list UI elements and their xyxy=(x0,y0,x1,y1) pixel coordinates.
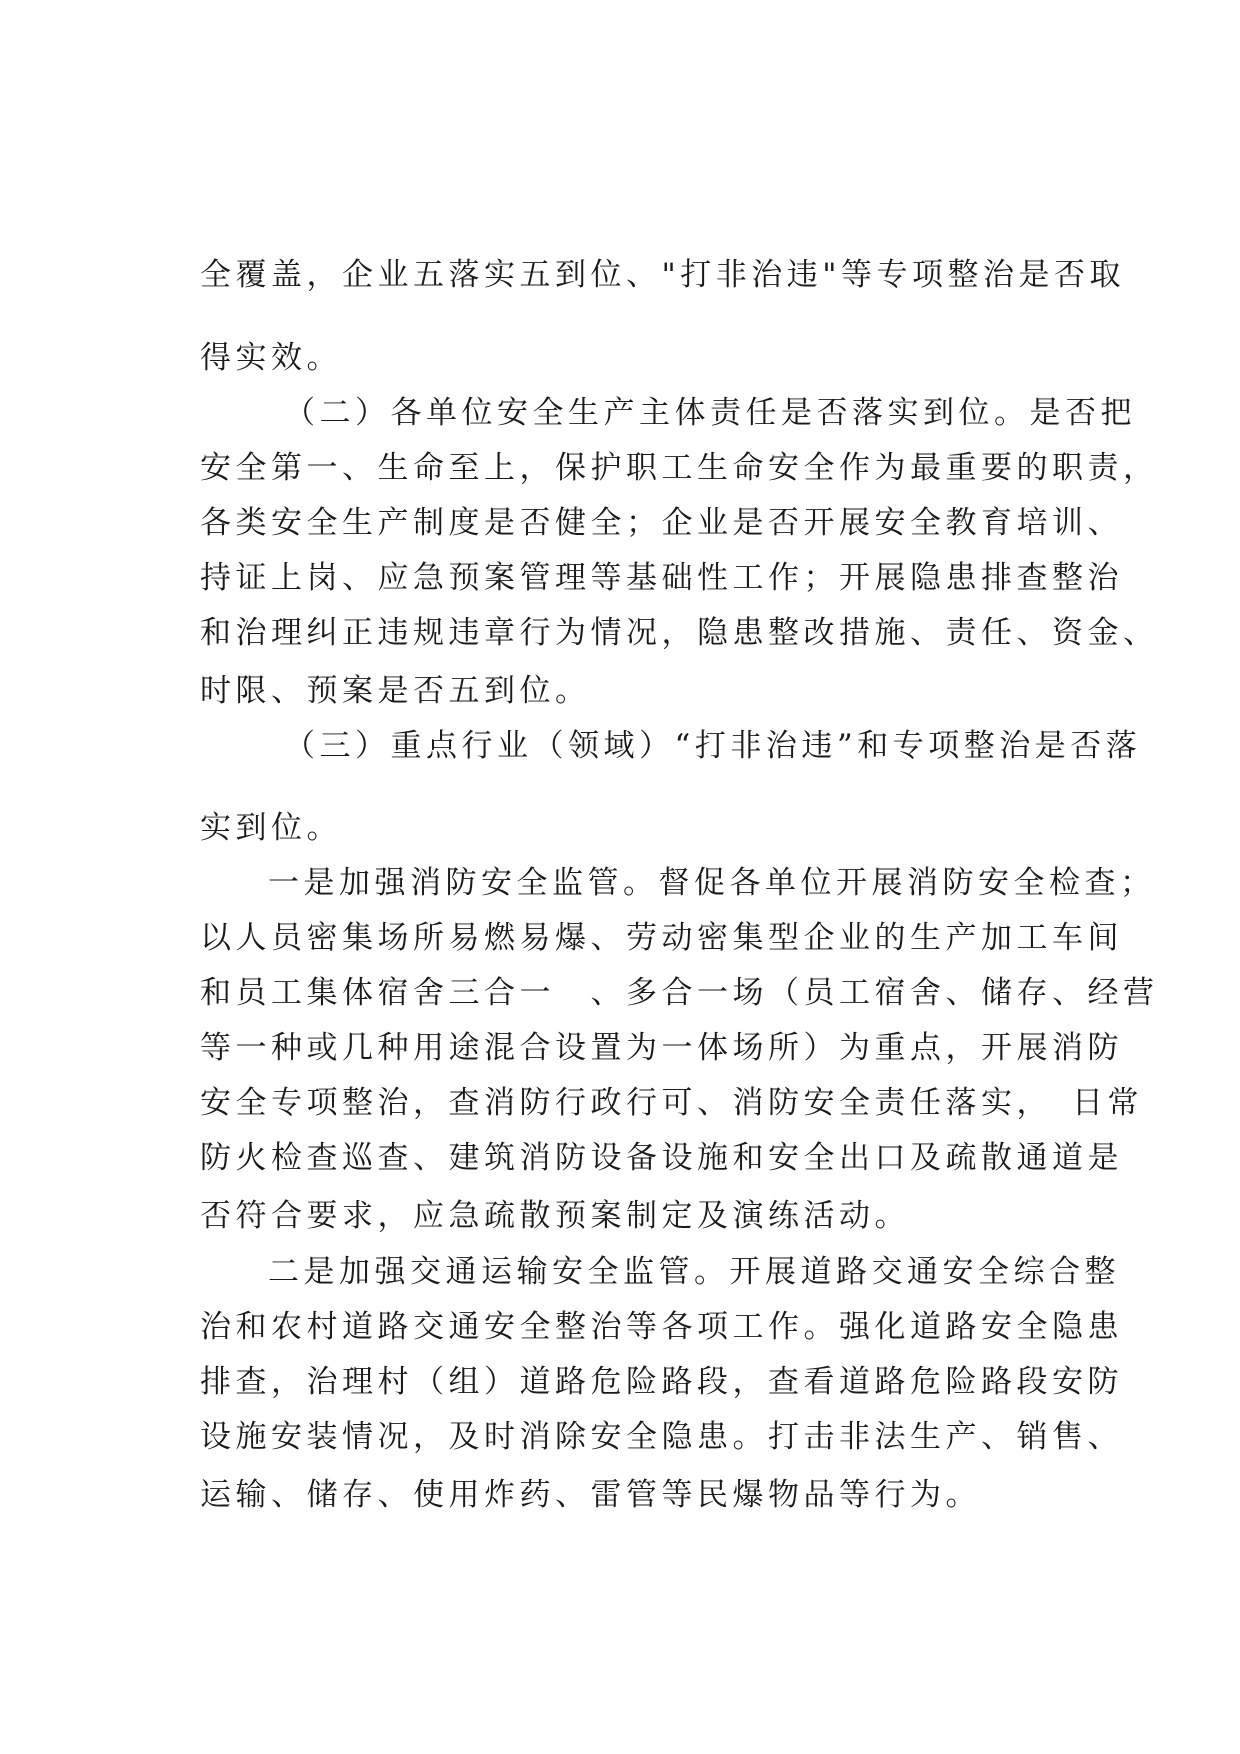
text-line: 运输、储存、使用炸药、雷管等民爆物品等行为。 xyxy=(200,1477,981,1513)
paragraph-start: 一是加强消防安全监管。督促各单位开展消防安全检查； xyxy=(268,865,1156,901)
text-line: 排查，治理村（组）道路危险路段，查看道路危险路段安防 xyxy=(200,1364,1123,1400)
paragraph-start: 二是加强交通运输安全监管。开展道路交通安全综合整 xyxy=(268,1254,1120,1290)
text-line: 和员工集体宿舍三合一 、多合一场（员工宿舍、储存、经营 xyxy=(200,975,1159,1011)
text-line: 得实效。 xyxy=(200,340,342,376)
text-line: 安全专项整治，查消防行政行可、消防安全责任落实， 日常 xyxy=(200,1085,1143,1121)
text-line: 否符合要求，应急疏散预案制定及演练活动。 xyxy=(200,1198,910,1234)
text-line: 等一种或几种用途混合设置为一体场所）为重点，开展消防 xyxy=(200,1030,1123,1066)
text-line: 设施安装情况，及时消除安全隐患。打击非法生产、销售、 xyxy=(200,1419,1123,1455)
text-line: 防火检查巡查、建筑消防设备设施和安全出口及疏散通道是 xyxy=(200,1140,1123,1176)
text-line: 实到位。 xyxy=(200,810,342,846)
paragraph-heading: （二）各单位安全生产主体责任是否落实到位。是否把 xyxy=(284,395,1136,431)
text-line: 和治理纠正违规违章行为情况，隐患整改措施、责任、资金、 xyxy=(200,615,1159,651)
text-line: 各类安全生产制度是否健全；企业是否开展安全教育培训、 xyxy=(200,505,1123,541)
paragraph-heading: （三）重点行业（领域）“打非治违”和专项整治是否落 xyxy=(284,728,1142,764)
text-line: 时限、预案是否五到位。 xyxy=(200,673,591,709)
text-line: 持证上岗、应急预案管理等基础性工作；开展隐患排查整治 xyxy=(200,560,1123,596)
text-line: 安全第一、生命至上，保护职工生命安全作为最重要的职责， xyxy=(200,450,1159,486)
text-line: 以人员密集场所易燃易爆、劳动密集型企业的生产加工车间 xyxy=(200,920,1123,956)
text-line: 全覆盖，企业五落实五到位、"打非治违"等专项整治是否取 xyxy=(200,257,1126,293)
text-line: 治和农村道路交通安全整治等各项工作。强化道路安全隐患 xyxy=(200,1309,1123,1345)
